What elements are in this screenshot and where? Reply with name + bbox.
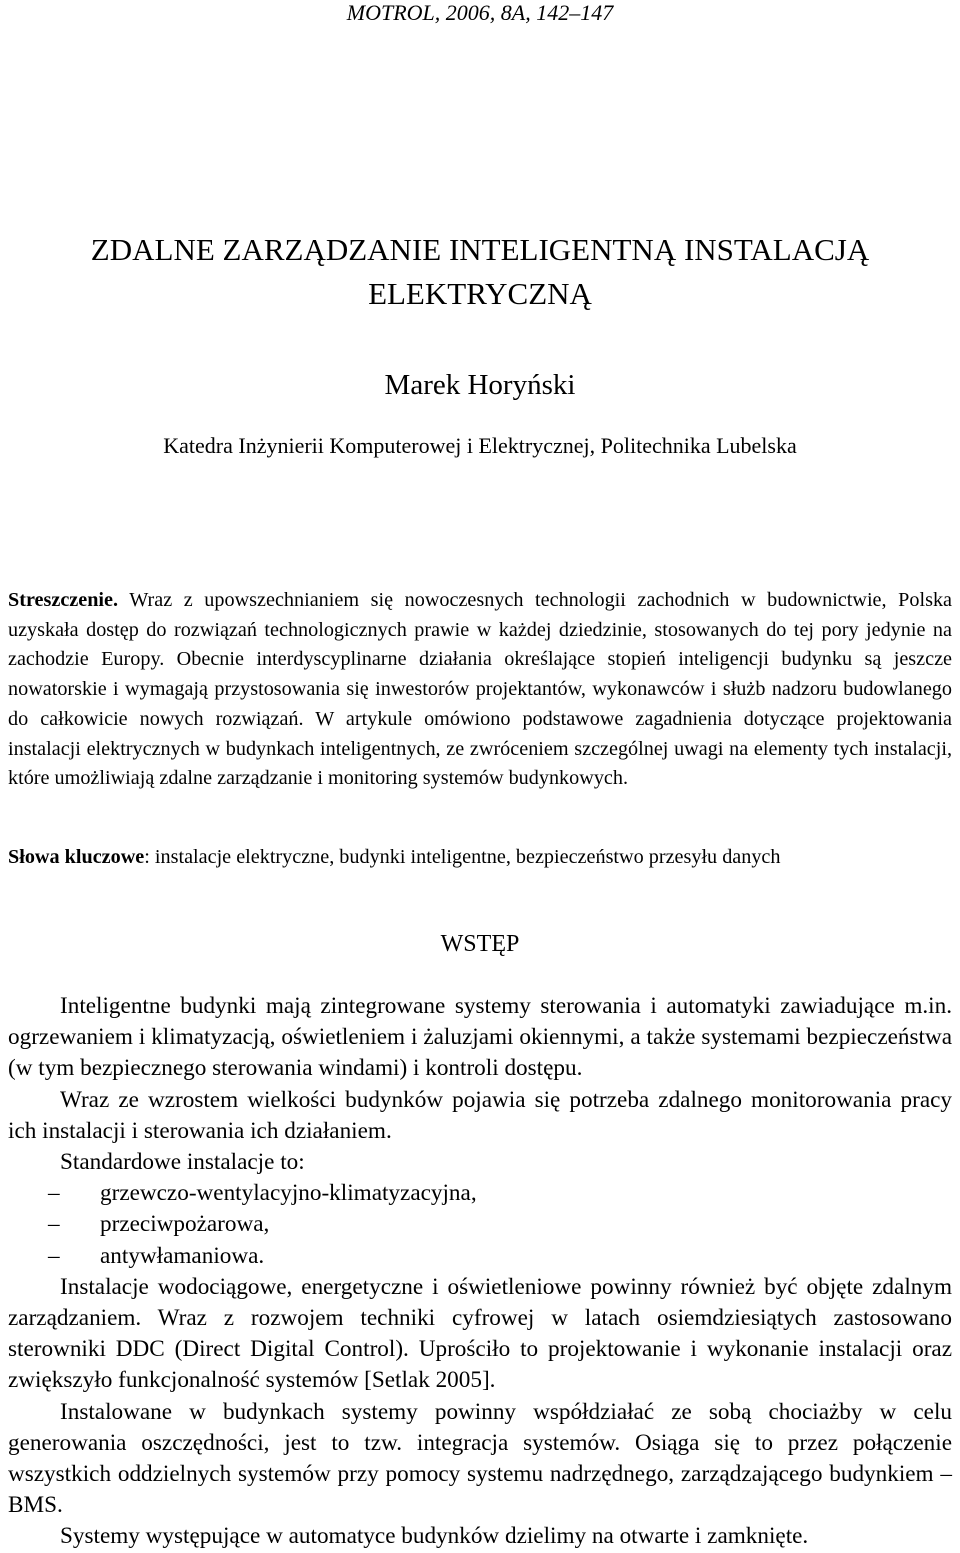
paragraph: Instalacje wodociągowe, energetyczne i oświetleniowe powinny również być objęte zdalnym zarządzaniem. Wraz z rozwojem techniki cyfrowej w latach osiemdziesiątych zastosowano sterowniki DDC (Direct Digital Control). Uprościło to projektowanie i wykonanie instalacji oraz zwiększyło funkcjonalność systemów [Setlak 2005]. [8, 1273, 952, 1394]
section-heading: WSTĘP [440, 931, 520, 957]
running-header: MOTROL, 2006, 8A, 142–147 [346, 0, 614, 25]
abstract [8, 586, 952, 794]
keywords-text: : instalacje elektryczne, budynki inteligentne, bezpieczeństwo przesyłu danych [144, 846, 781, 868]
list-item [8, 1241, 952, 1272]
paragraph: Wraz ze wzrostem wielkości budynków pojawia się potrzeba zdalnego monitorowania pracy ich instalacji i sterowania ich działaniem. [8, 1086, 952, 1144]
list-item-text: przeciwpożarowa, [100, 1211, 270, 1238]
author-affiliation: Katedra Inżynierii Komputerowej i Elektrycznej, Politechnika Lubelska [163, 433, 797, 458]
dash-bullet: – [48, 1211, 60, 1238]
keywords-label: Słowa kluczowe [8, 846, 145, 868]
dash-bullet: – [48, 1242, 60, 1269]
abstract-label: Streszczenie. [8, 589, 119, 611]
list-item [8, 1178, 952, 1209]
paper-title: ZDALNE ZARZĄDZANIE INTELIGENTNĄ INSTALACJĄ ELEKTRYCZNĄ [90, 232, 870, 311]
paragraph: Instalowane w budynkach systemy powinny współdziałać ze sobą chociażby w celu generowania oszczędności, jest to tzw. integracja systemów. Osiąga się to przez połączenie wszystkich oddzielnych systemów przy pomocy systemu nadrzędnego, zarządzającego budynkiem – BMS. [8, 1398, 952, 1519]
list-item-text: antywłamaniowa. [100, 1242, 265, 1269]
installations-list [8, 1178, 952, 1272]
paragraph: Inteligentne budynki mają zintegrowane systemy sterowania i automatyki zawiadujące m.in. ogrzewaniem i klimatyzacją, oświetleniem i żaluzjami okiennymi, a także systemami bezpieczeństwa (w tym bezpiecznego sterowania windami) i kontroli dostępu. [8, 993, 952, 1082]
abstract-text: Wraz z upowszechnianiem się nowoczesnych technologii zachodnich w budownictwie, Polska uzyskała dostęp do rozwiązań technologicznych prawie w każdej dziedzinie, stosowanych do tej pory jedynie na zachodzie Europy. Obecnie interdyscyplinarne działania określające stopień inteligencji budynku są jeszcze nowatorskie i wymagają przystosowania się inwestorów projektantów, wykonawców i służb nadzoru budowlanego do całkowicie nowych rozwiązań. W artykule omówiono podstawowe zagadnienia dotyczące projektowania instalacji elektrycznych w budynkach inteligentnych, ze zwróceniem szczególnej uwagi na elementy tych instalacji, które umożliwiają zdalne zarządzanie i monitoring systemów budynkowych. [8, 589, 952, 790]
paragraph: Systemy występujące w automatyce budynków dzielimy na otwarte i zamknięte. [60, 1523, 809, 1550]
author-name: Marek Horyński [384, 369, 576, 401]
dash-bullet: – [48, 1180, 60, 1207]
keywords [8, 843, 952, 871]
paragraph: Standardowe instalacje to: [60, 1149, 305, 1176]
list-item-text: grzewczo-wentylacyjno-klimatyzacyjna, [100, 1180, 477, 1207]
list-item [8, 1209, 952, 1240]
section-body [8, 991, 952, 1553]
